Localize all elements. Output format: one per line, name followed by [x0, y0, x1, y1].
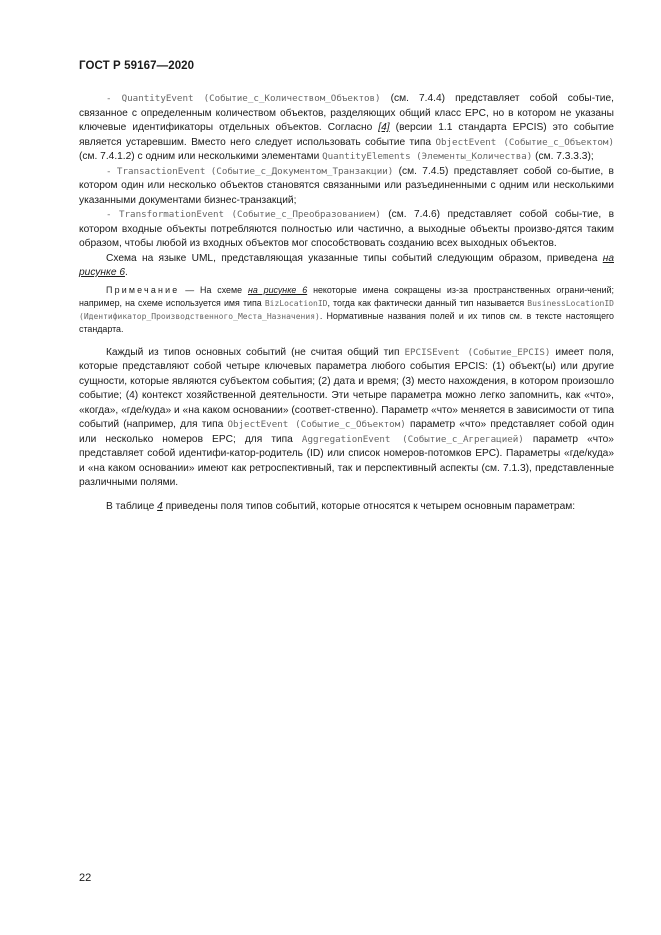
- paragraph-text: (см. 7.4.4) представляет собой собы-тие, связанное с определенным количеством объектов, разделяющих общий класс EPC, но в котором не указаны ключевые идентификаторы отдельных объектов. Согласно: [79, 93, 614, 133]
- reference-link[interactable]: [4]: [378, 122, 390, 133]
- paragraph-quantity-event: [79, 92, 614, 165]
- page-number: 22: [79, 872, 92, 884]
- term-object-event: ObjectEvent (Событие_с_Объектом): [435, 136, 614, 148]
- term-biz-location-id: BizLocationID: [264, 298, 328, 308]
- term-object-event: ObjectEvent (Событие_с_Объектом): [227, 419, 406, 430]
- term-transformation-event-ru: (Событие_с_Преобразованием): [231, 209, 381, 220]
- paragraph-text: В таблице: [106, 500, 155, 512]
- term-business-location-id: BusinessLocationID (Идентификатор_Производственного_Места_Назначения): [79, 298, 614, 321]
- note-text: некоторые имена сокращены из-за пространственных ограни-чений; например, на схеме используется имя типа: [79, 284, 615, 308]
- paragraph-text: параметр «что» представляет собой один или несколько номеров EPC; для типа: [79, 419, 614, 445]
- note-block: [79, 284, 614, 336]
- term-transformation-event: TransformationEvent: [118, 209, 225, 220]
- paragraph-text: параметр «что» представляет собой идентифи-катор-родитель (ID) или список номеров-потомков EPC). Параметры «где/куда» и «на каком основании» имеют как ретроспективный, так и перспективный аспекты (см. 7.1.3), представленные различными полями.: [79, 433, 614, 488]
- note-text: , тогда как фактически данный тип называется: [327, 297, 525, 308]
- paragraph-transaction-event: [79, 165, 614, 209]
- standard-header: ГОСТ Р 59167—2020: [79, 60, 195, 72]
- paragraph-transformation-event: [79, 208, 614, 252]
- term-aggregation-event: AggregationEvent (Событие_с_Агрегацией): [301, 433, 524, 445]
- term-epcis-event: EPCISEvent (Событие_EPCIS): [404, 346, 551, 358]
- list-dash: -: [106, 93, 112, 104]
- paragraph-text: (версии 1.1 стандарта EPCIS) это событие является устаревшим. Вместо него следует использовать событие типа: [79, 122, 614, 148]
- note-text: — На схеме: [185, 284, 243, 295]
- paragraph-text: Каждый из типов основных событий (не считая общий тип: [106, 346, 400, 358]
- term-quantity-event: QuantityEvent: [121, 93, 194, 104]
- note-text: . Нормативные названия полей и их типов см. в тексте настоящего стандарта.: [79, 310, 614, 334]
- term-quantity-elements: QuantityElements (Элементы_Количества): [322, 151, 533, 162]
- term-quantity-event-ru: (Событие_с_Количеством_Объектов): [203, 93, 381, 104]
- paragraph-text: .: [124, 267, 128, 278]
- table-link[interactable]: 4: [157, 500, 163, 512]
- paragraph-text: (см. 7.4.1.2) с одним или несколькими элементами: [79, 151, 320, 162]
- paragraph-uml-schema: [79, 252, 614, 281]
- paragraph-text: Схема на языке UML, представляющая указанные типы событий следующим образом, приведена: [106, 252, 598, 264]
- paragraph-table-intro: [79, 500, 614, 515]
- paragraph-text: (см. 7.3.3.3);: [535, 151, 594, 162]
- figure-link[interactable]: на рисунке 6: [79, 252, 614, 278]
- list-dash: -: [106, 209, 112, 220]
- figure-link[interactable]: на рисунке 6: [247, 284, 308, 295]
- term-transaction-event-ru: (Событие_с_Документом_Транзакции): [210, 165, 394, 177]
- paragraph-core-parameters: [79, 346, 614, 491]
- paragraph-text: (см. 7.4.5) представляет собой со-бытие, в котором один или несколько объектов становятся связанными или разъединенными с одним или несколькими указанными документами бизнес-транзакций;: [79, 165, 614, 206]
- note-label: Примечание: [106, 284, 180, 295]
- paragraph-text: приведены поля типов событий, которые относятся к четырем основным параметрам:: [165, 500, 576, 512]
- paragraph-text: (см. 7.4.6) представляет собой собы-тие, в котором входные объекты потребляются полностью или частично, а выходные объекты произво-дятся таким образом, чтобы любой из входных объектов мог способствовать созданию всех выходных объектов.: [79, 209, 614, 249]
- body-text: [79, 92, 614, 514]
- paragraph-text: имеет поля, которые представляют собой четыре ключевых параметра любого события EPCIS: (1) объект(ы) или другие сущности, которые являются субъектом события; (2) дата и время; (3) место нахождения, в котором произошло событие; (4) контекст хозяйственной деятельности. Эти четыре параметра можно легко запомнить, как «что», «когда», «где/куда» и «на каком основании» (соответ-ственно). Параметр «что» меняется в зависимости от типа событий (например, для типа: [79, 346, 614, 430]
- list-dash: -: [106, 165, 112, 177]
- term-transaction-event: TransactionEvent: [116, 165, 206, 177]
